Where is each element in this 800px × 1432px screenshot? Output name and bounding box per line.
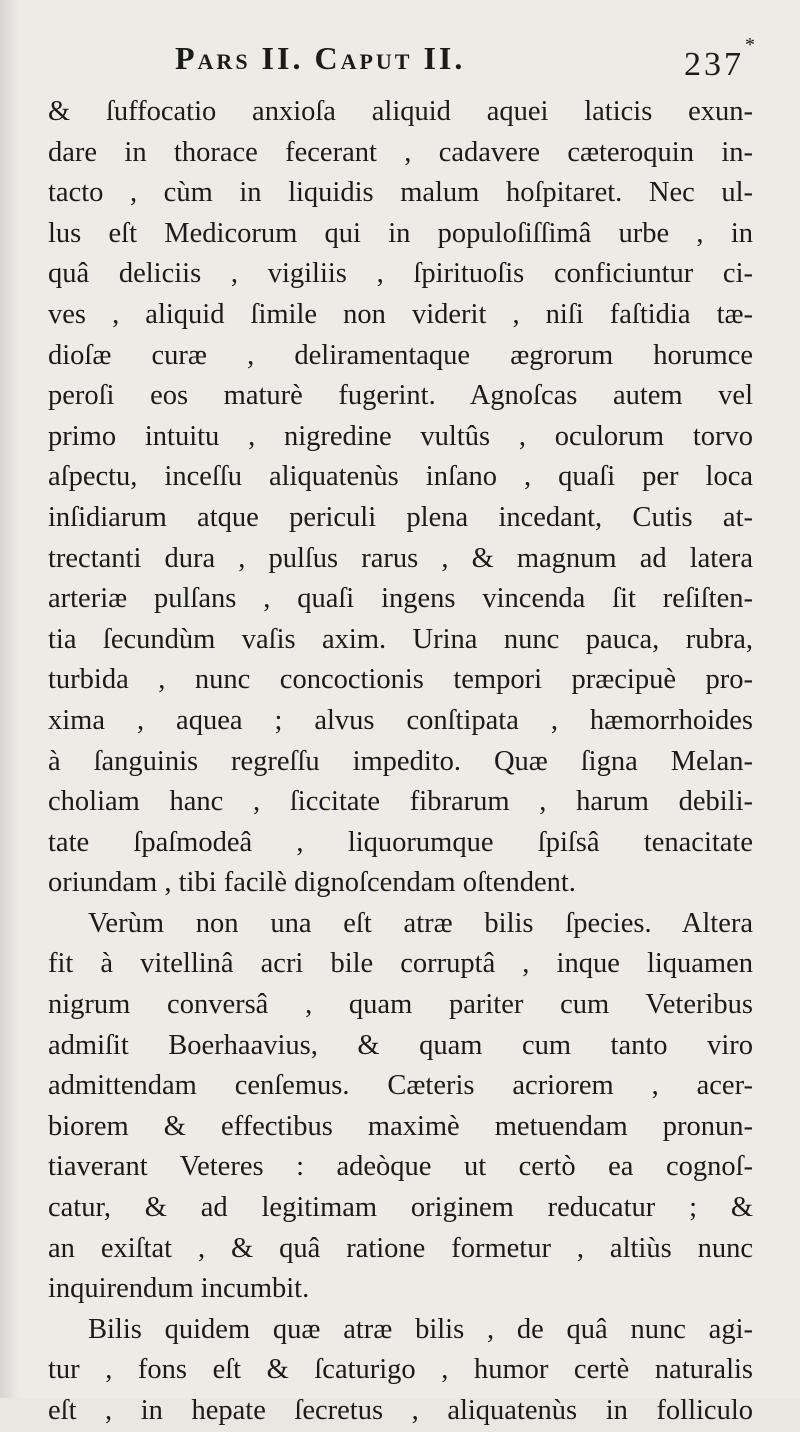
text-line: primo intuitu , nigredine vultûs , oculorum torvo	[48, 420, 753, 452]
text-line: & ſuffocatio anxioſa aliquid aquei laticis exun-	[48, 96, 753, 127]
text-line: admiſit Boerhaavius, & quam cum tanto viro	[48, 1029, 753, 1061]
text-line: quâ deliciis , vigiliis , ſpirituoſis conficiuntur ci-	[48, 258, 753, 290]
text-line: xima , aquea ; alvus conſtipata , hæmorrhoides	[48, 704, 753, 736]
text-line: Verùm non una eſt atræ bilis ſpecies. Altera	[88, 907, 753, 939]
text-line: catur, & ad legitimam originem reducatur ; &	[48, 1192, 753, 1224]
text-line: dare in thorace fecerant , cadavere cæteroquin in-	[48, 136, 753, 168]
text-line: trectanti dura , pulſus rarus , & magnum ad latera	[48, 542, 753, 574]
text-line: tate ſpaſmodeâ , liquorumque ſpiſsâ tenacitate	[48, 826, 753, 858]
text-line: turbida , nunc concoctionis tempori præcipuè pro-	[48, 664, 753, 696]
text-line: tur , fons eſt & ſcaturigo , humor certè naturalis	[48, 1354, 753, 1386]
text-line: arteriæ pulſans , quaſi ingens vincenda ſit reſiſten-	[48, 583, 753, 615]
text-line: tiaverant Veteres : adeòque ut certò ea cognoſ-	[48, 1151, 753, 1183]
signature-mark: *	[745, 34, 758, 56]
text-line: choliam hanc , ſiccitate fibrarum , harum debili-	[48, 786, 753, 818]
paragraph	[48, 92, 753, 904]
body-text	[48, 92, 753, 1432]
text-line: peroſi eos maturè fugerint. Agnoſcas autem vel	[48, 380, 753, 412]
text-line: aſpectu, inceſſu aliquatenùs inſano , quaſi per loca	[48, 461, 753, 493]
text-line: tia ſecundùm vaſis axim. Urina nunc pauca, rubra,	[48, 623, 753, 655]
paragraph	[48, 1310, 753, 1432]
text-line: biorem & effectibus maximè metuendam pronun-	[48, 1110, 753, 1142]
page-edge-shadow	[0, 0, 18, 1398]
paragraph	[48, 904, 753, 1310]
text-line: admittendam cenſemus. Cæteris acriorem , acer-	[48, 1070, 753, 1102]
text-line: inquirendum incumbit.	[48, 1273, 310, 1305]
text-line: lus eſt Medicorum qui in populoſiſſimâ urbe , in	[48, 217, 753, 249]
text-line: inſidiarum atque periculi plena incedant, Cutis at-	[48, 501, 753, 533]
page-number: 237	[684, 46, 744, 83]
text-line: eſt , in hepate ſecretus , aliquatenùs in folliculo	[48, 1395, 753, 1426]
text-line: fit à vitellinâ acri bile corruptâ , inque liquamen	[48, 948, 753, 980]
text-line: dioſæ curæ , deliramentaque ægrorum horumce	[48, 339, 753, 371]
text-line: an exiſtat , & quâ ratione formetur , altiùs nunc	[48, 1232, 753, 1264]
text-line: tacto , cùm in liquidis malum hoſpitaret. Nec ul-	[48, 177, 753, 209]
text-line: ves , aliquid ſimile non viderit , niſi faſtidia tæ-	[48, 298, 753, 330]
text-line: oriundam , tibi facilè dignoſcendam oſtendent.	[48, 867, 576, 899]
text-line: Bilis quidem quæ atræ bilis , de quâ nunc agi-	[88, 1313, 753, 1345]
running-title: Pars II. Caput II.	[175, 40, 466, 76]
page-header	[150, 34, 758, 90]
text-line: nigrum conversâ , quam pariter cum Veteribus	[48, 989, 753, 1021]
text-line: à ſanguinis regreſſu impedito. Quæ ſigna Melan-	[48, 745, 753, 777]
